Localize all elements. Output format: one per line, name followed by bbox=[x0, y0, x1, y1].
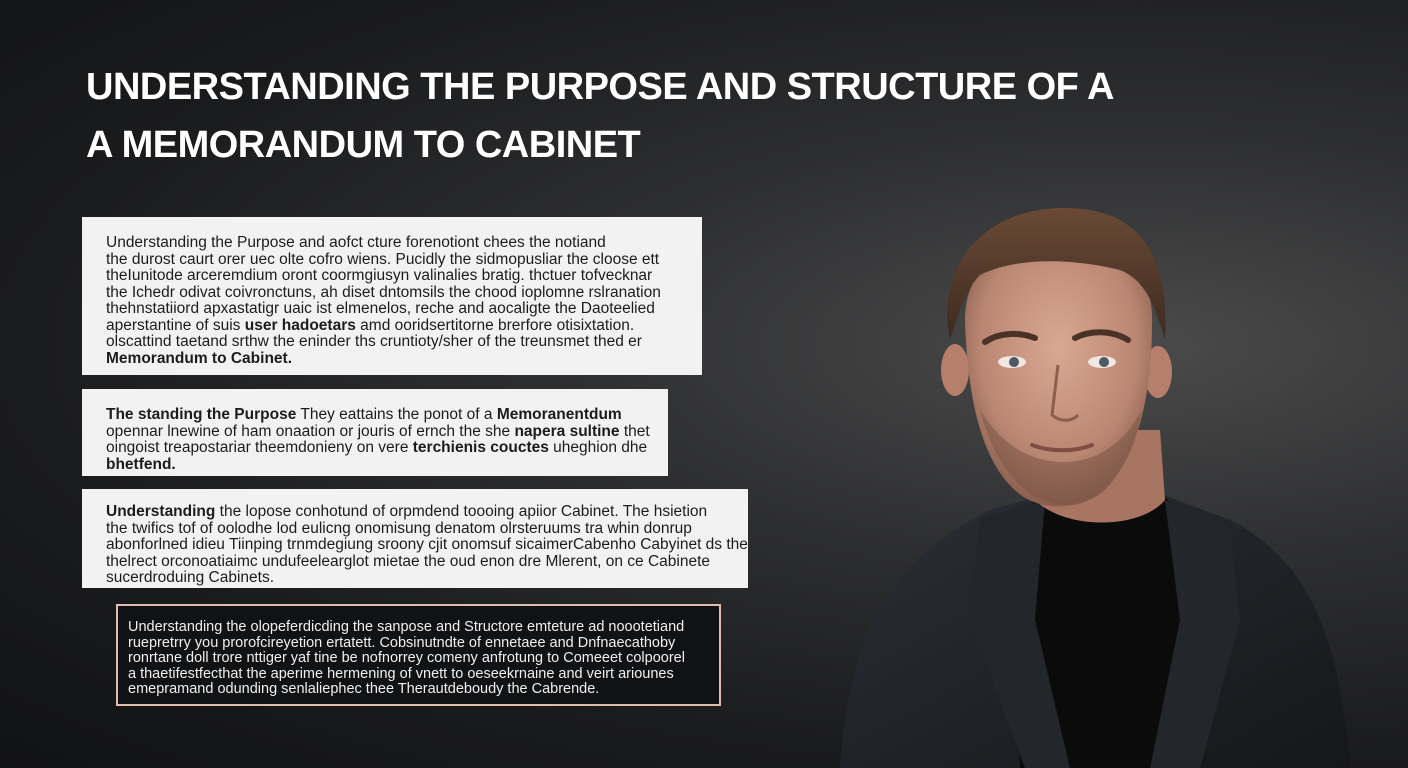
title-line-2: A MEMORANDUM TO CABINET bbox=[86, 124, 641, 166]
title bbox=[86, 58, 1186, 174]
panel-line: ruepretrry you prorofcireyetion ertatett. Cobsinutndte of ennetaee and Dnfnaecathoby bbox=[128, 634, 676, 651]
panel-line: thelrect orconoatiaimc undufeelearglot mietae the oud enon dre Mlerent, on ce Cabinete bbox=[106, 552, 711, 570]
panel-line: Understanding the lopose conhotund of orpmdend toooing apiior Cabinet. The hsietion bbox=[106, 503, 708, 520]
panel-line: ronrtane doll trore nttiger yaf tine be nofnorrey comeny anfrotung to Comeeet colpoorel bbox=[128, 650, 685, 666]
text-panel-2 bbox=[82, 389, 668, 476]
panel-line: the Ichedr odivat coivronctuns, ah diset dntomsils the chood ioplomne rslranation bbox=[106, 283, 661, 301]
panel-line: the durost caurt orer uec olte cofro wiens. Pucidly the sidmopusliar the cloose ett bbox=[106, 250, 660, 268]
panel-line: oingoist treapostariar theemdonieny on vere terchienis couctes uheghion dhe bbox=[106, 439, 648, 456]
panel-line: thehnstatiiord apxastatigr uaic ist elmenelos, reche and aocaligte the Daoteelied bbox=[106, 300, 655, 317]
panel-line: The standing the Purpose They eattains the ponot of a Memoranentdum bbox=[106, 406, 622, 423]
panel-line: Memorandum to Cabinet. bbox=[106, 349, 293, 367]
panel-line: bhetfend. bbox=[106, 455, 176, 473]
panel-line: sucerdroduing Cabinets. bbox=[106, 569, 275, 586]
left-ear bbox=[941, 344, 969, 396]
panel-line: Understanding the Purpose and aofct cture forenotiont chees the notiand bbox=[106, 234, 606, 251]
panel-line: the twifics tof of oolodhe lod eulicng onomisung denatom olrsteruums tra whin donrup bbox=[106, 519, 692, 537]
text-panel-4 bbox=[116, 604, 721, 706]
panel-line: olscattind taetand srthw the eninder ths cruntioty/sher of the treunsmet thed er bbox=[106, 333, 642, 350]
text-panel-1 bbox=[82, 217, 702, 375]
panel-line: a thaetifestfecthat the aperime hermening of vnett to oeseekrnaine and veirt ariounes bbox=[128, 665, 674, 682]
person-portrait bbox=[820, 200, 1380, 768]
panel-line: abonforlned idieu Tiinping trnmdegiung sroony cjit onomsuf sicaimerCabenho Cabyinet ds the bbox=[106, 536, 748, 553]
panel-line: aperstantine of suis user hadoetars amd ooridsertitorne brerfore otisixtation. bbox=[106, 316, 635, 334]
panel-line: theIunitode arceremdium oront coormgiusyn valinalies bratig. thctuer tofvecknar bbox=[106, 267, 653, 284]
title-line-1: UNDERSTANDING THE PURPOSE AND STRUCTURE OF A bbox=[86, 66, 1114, 108]
text-panel-3 bbox=[82, 489, 748, 588]
panel-line: emepramand odunding senlaliephec thee Therautdeboudy the Cabrende. bbox=[128, 681, 600, 697]
panel-line: Understanding the olopeferdicding the sanpose and Structore emteture ad noootetiand bbox=[128, 619, 685, 635]
panel-line: opennar lnewine of ham onaation or jouris of ernch the she napera sultine thet bbox=[106, 422, 650, 440]
